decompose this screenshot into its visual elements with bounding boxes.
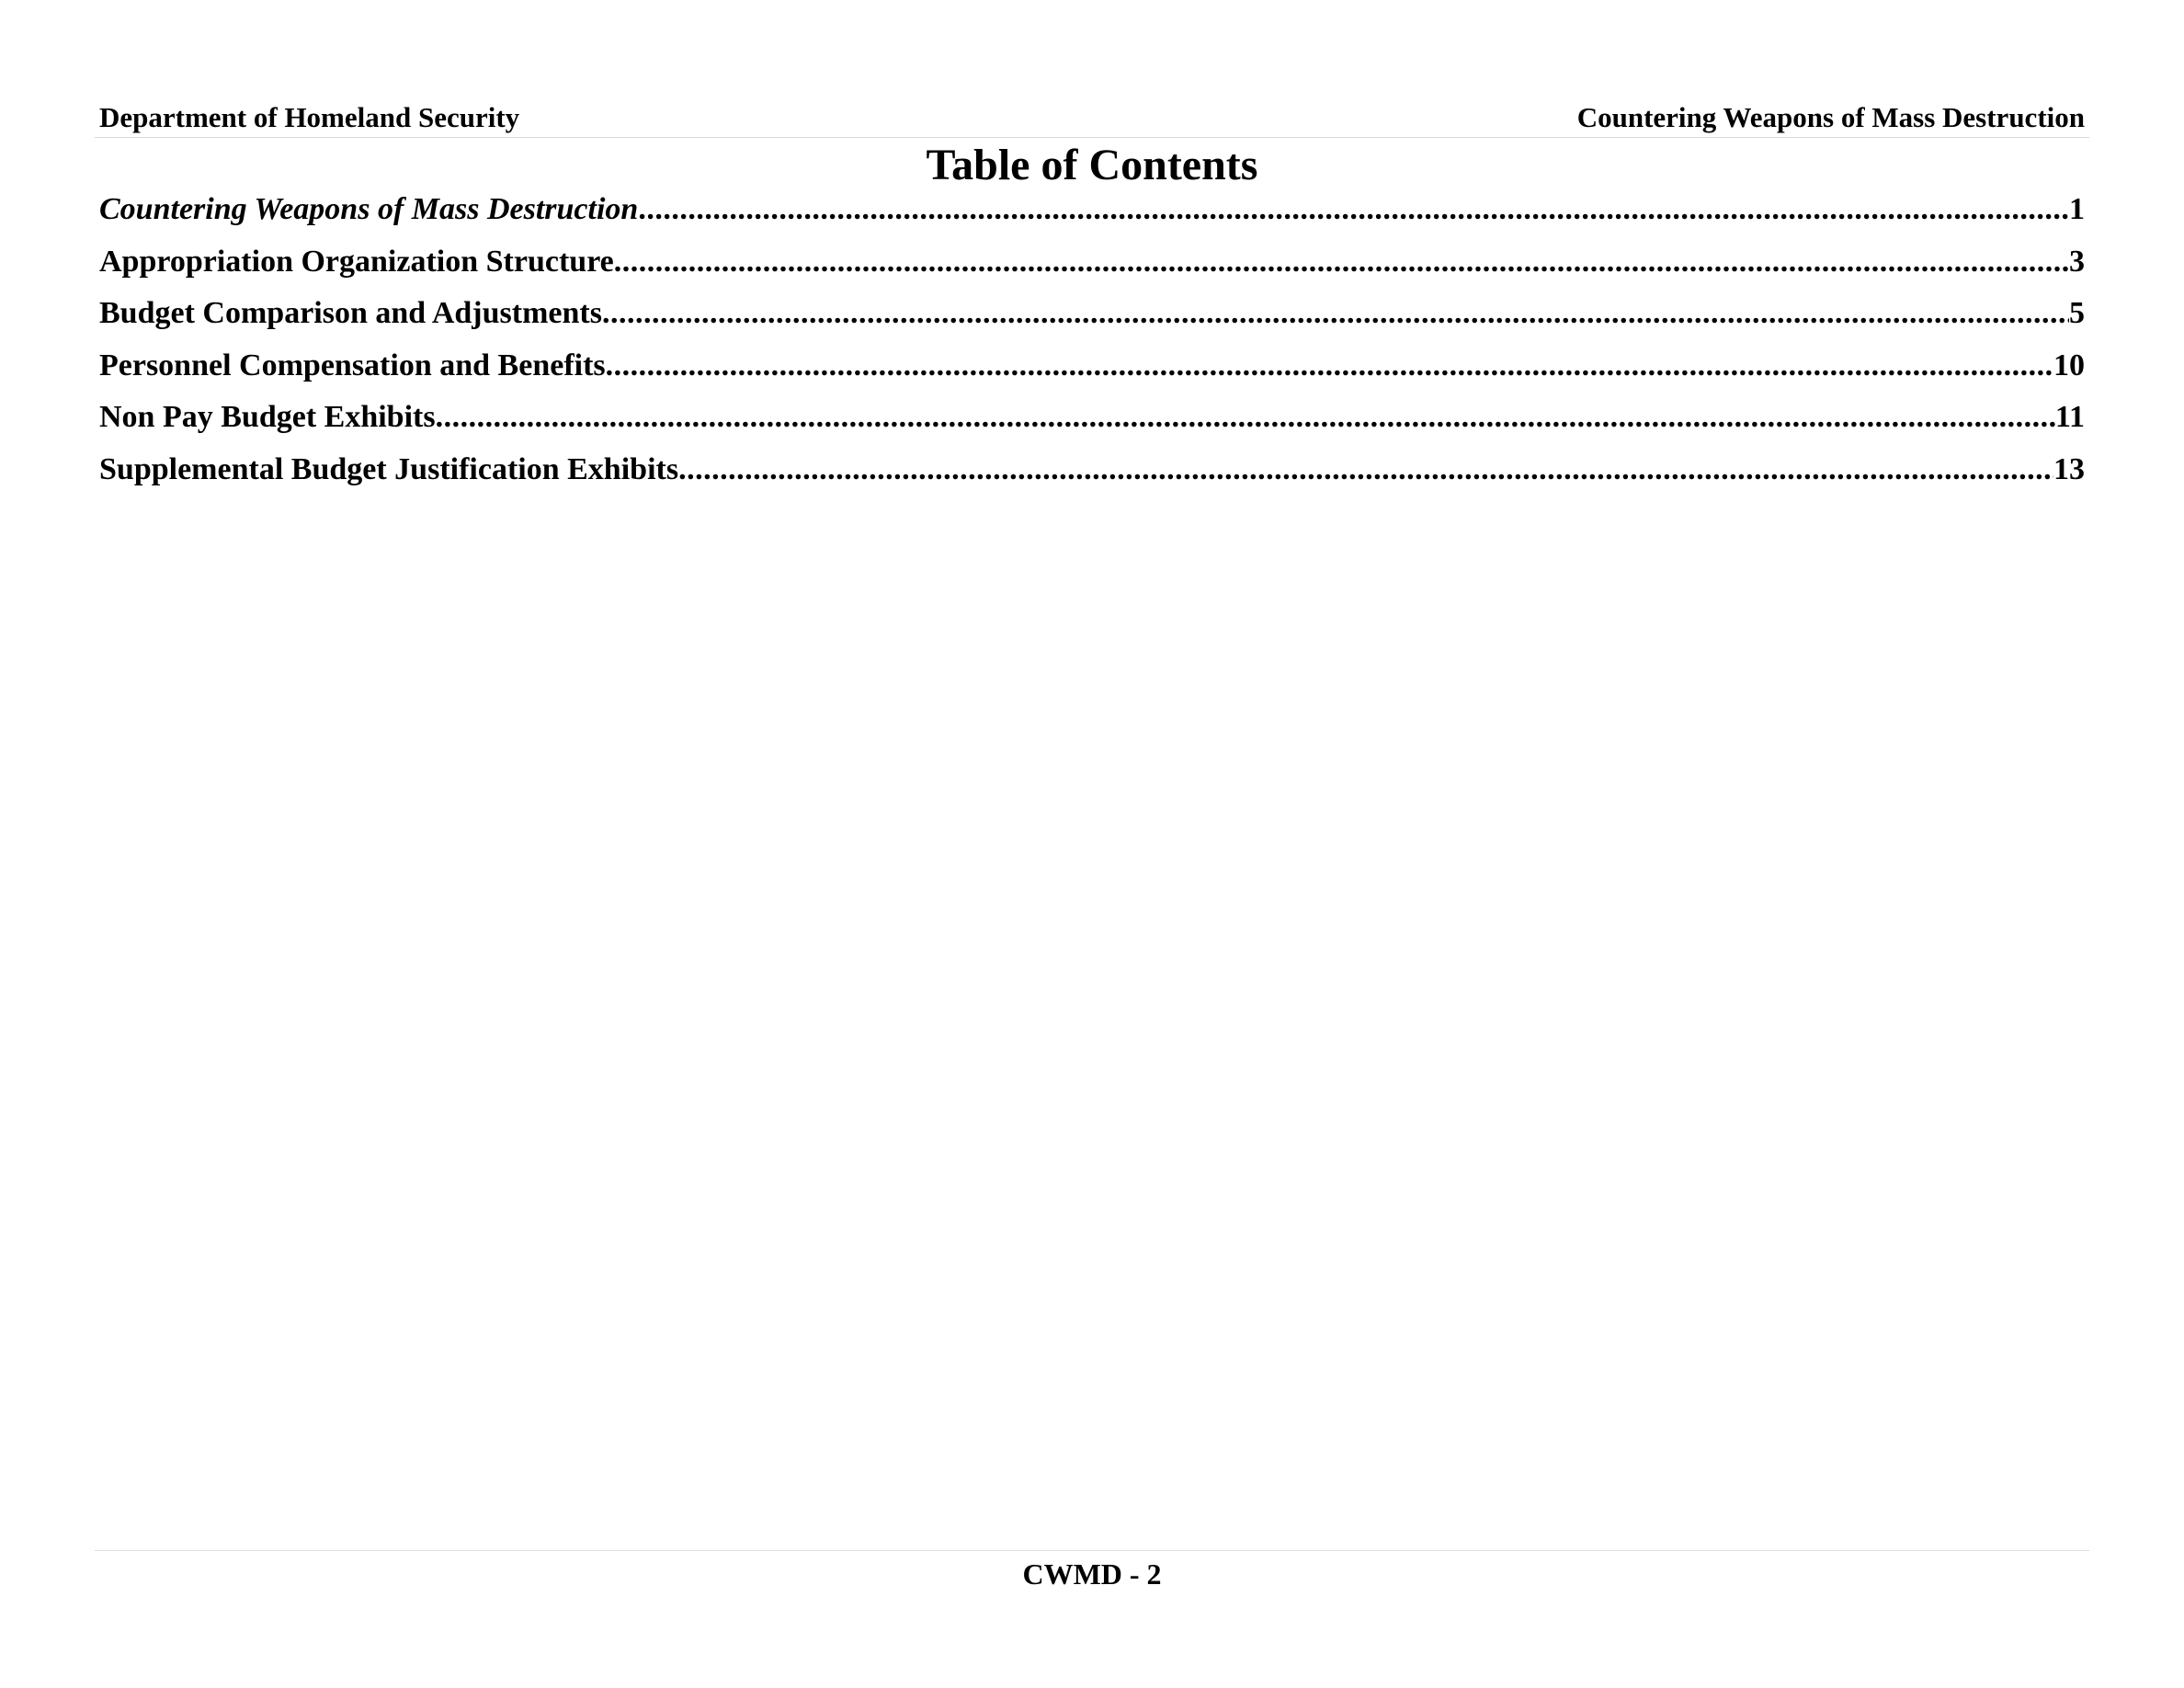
toc-dot-leader — [606, 340, 2053, 392]
toc-dot-leader — [602, 288, 2069, 339]
toc-title: Table of Contents — [926, 141, 1258, 189]
toc-entry-page: 3 — [2069, 244, 2085, 279]
toc-entry-budget-comparison[interactable] — [99, 288, 2085, 340]
toc-dot-leader — [638, 184, 2069, 235]
page-number: CWMD - 2 — [1022, 1557, 1162, 1591]
toc-entry-page: 5 — [2069, 296, 2085, 330]
toc-entry-countering-wmd[interactable] — [99, 184, 2085, 236]
toc-entry-label: Personnel Compensation and Benefits — [99, 348, 606, 382]
toc-entry-page: 13 — [2053, 451, 2085, 486]
toc-entry-label: Budget Comparison and Adjustments — [99, 296, 602, 330]
toc-dot-leader — [678, 444, 2053, 496]
toc-entry-supplemental-exhibits[interactable] — [99, 444, 2085, 496]
toc-entry-label: Appropriation Organization Structure — [99, 244, 614, 279]
toc-entry-label: Supplemental Budget Justification Exhibits — [99, 451, 679, 486]
header-component: Countering Weapons of Mass Destruction — [1576, 101, 2085, 133]
toc-dot-leader — [436, 392, 2055, 443]
toc-entry-appropriation-structure[interactable] — [99, 236, 2085, 289]
toc-entry-non-pay-exhibits[interactable] — [99, 392, 2085, 444]
toc-dot-leader — [614, 236, 2069, 288]
toc-entry-label: Countering Weapons of Mass Destruction — [99, 192, 639, 226]
toc-entry-page: 11 — [2054, 400, 2085, 434]
toc-entry-label: Non Pay Budget Exhibits — [99, 400, 436, 434]
toc-list — [99, 184, 2085, 496]
toc-entry-personnel-compensation[interactable] — [99, 340, 2085, 393]
footer-divider — [95, 1550, 2089, 1551]
page-header — [97, 99, 2085, 136]
toc-entry-page: 10 — [2053, 348, 2085, 382]
header-department: Department of Homeland Security — [99, 101, 520, 133]
toc-entry-page: 1 — [2069, 192, 2085, 226]
